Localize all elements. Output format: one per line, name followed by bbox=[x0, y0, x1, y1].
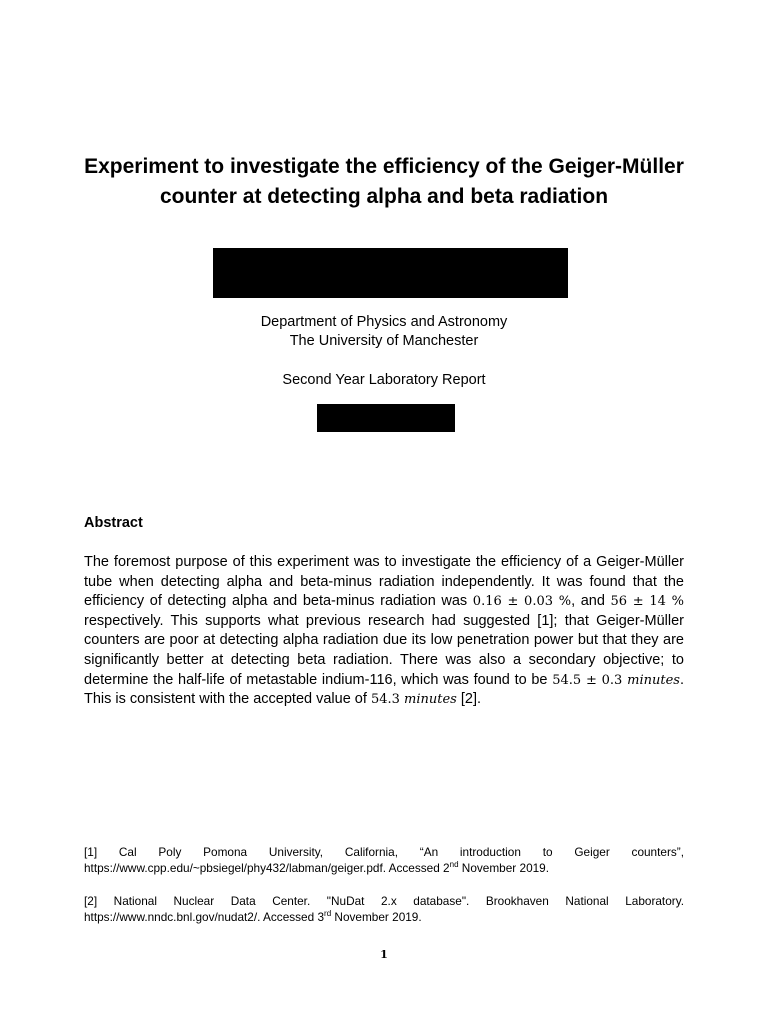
redacted-author-block bbox=[213, 248, 568, 298]
page-number: 1 bbox=[380, 948, 388, 961]
abstract-text-1: The foremost purpose of this experiment was to investigate the efficiency of a Geiger-Müller tube when detecting alpha and beta-minus radiation independently. It was found that the efficiency of detecting alpha and beta-minus radiation was bbox=[84, 554, 684, 610]
reference-2-sup: rd bbox=[324, 909, 332, 919]
abstract-body bbox=[84, 553, 684, 710]
reference-1-text: [1] Cal Poly Pomona University, California, “An introduction to Geiger counters”, bbox=[84, 845, 684, 859]
reference-2-text: [2] National Nuclear Data Center. "NuDat 2.x database". Brookhaven National Laboratory. bbox=[84, 894, 684, 908]
half-life-unit: minutes bbox=[627, 672, 680, 688]
reference-1-sup: nd bbox=[449, 860, 459, 870]
reference-1-url: https://www.cpp.edu/~pbsiegel/phy432/labman/geiger.pdf. Accessed 2 bbox=[84, 861, 450, 875]
reference-2-url-line bbox=[84, 909, 684, 925]
beta-efficiency-value: 56 ± 14 % bbox=[610, 594, 684, 610]
reference-2-url: https://www.nndc.bnl.gov/nudat2/. Accessed 3 bbox=[84, 910, 325, 924]
abstract-text-4: . This is consistent with the accepted value of bbox=[84, 671, 684, 708]
abstract-text-5: [2]. bbox=[456, 691, 482, 708]
half-life-value: 54.5 ± 0.3 bbox=[552, 672, 628, 688]
department-line: Department of Physics and Astronomy bbox=[260, 314, 508, 330]
abstract-heading: Abstract bbox=[84, 515, 143, 531]
abstract-text-3: respectively. This supports what previous research had suggested [1]; that Geiger-Müller counters are poor at detecting alpha radiation due its low penetration power but that they are significantly better at detecting beta radiation. There was also a secondary objective; to determine the half-life of metastable indium-116, which was found to be bbox=[84, 612, 684, 688]
reference-1-tail: November 2019. bbox=[458, 861, 550, 875]
redacted-id-block bbox=[317, 404, 455, 432]
reference-1-url-line bbox=[84, 860, 684, 876]
report-type-line: Second Year Laboratory Report bbox=[282, 372, 486, 388]
accepted-value-unit: minutes bbox=[404, 692, 457, 708]
page-title: Experiment to investigate the efficiency of the Geiger-Müller counter at detecting alpha and beta radiation bbox=[84, 155, 684, 208]
reference-1 bbox=[84, 844, 684, 876]
reference-2 bbox=[84, 893, 684, 925]
university-line: The University of Manchester bbox=[289, 333, 479, 349]
alpha-efficiency-value: 0.16 ± 0.03 % bbox=[472, 594, 572, 610]
accepted-value: 54.3 bbox=[370, 692, 405, 708]
reference-2-tail: November 2019. bbox=[331, 910, 422, 924]
abstract-text-2: , and bbox=[571, 593, 611, 610]
